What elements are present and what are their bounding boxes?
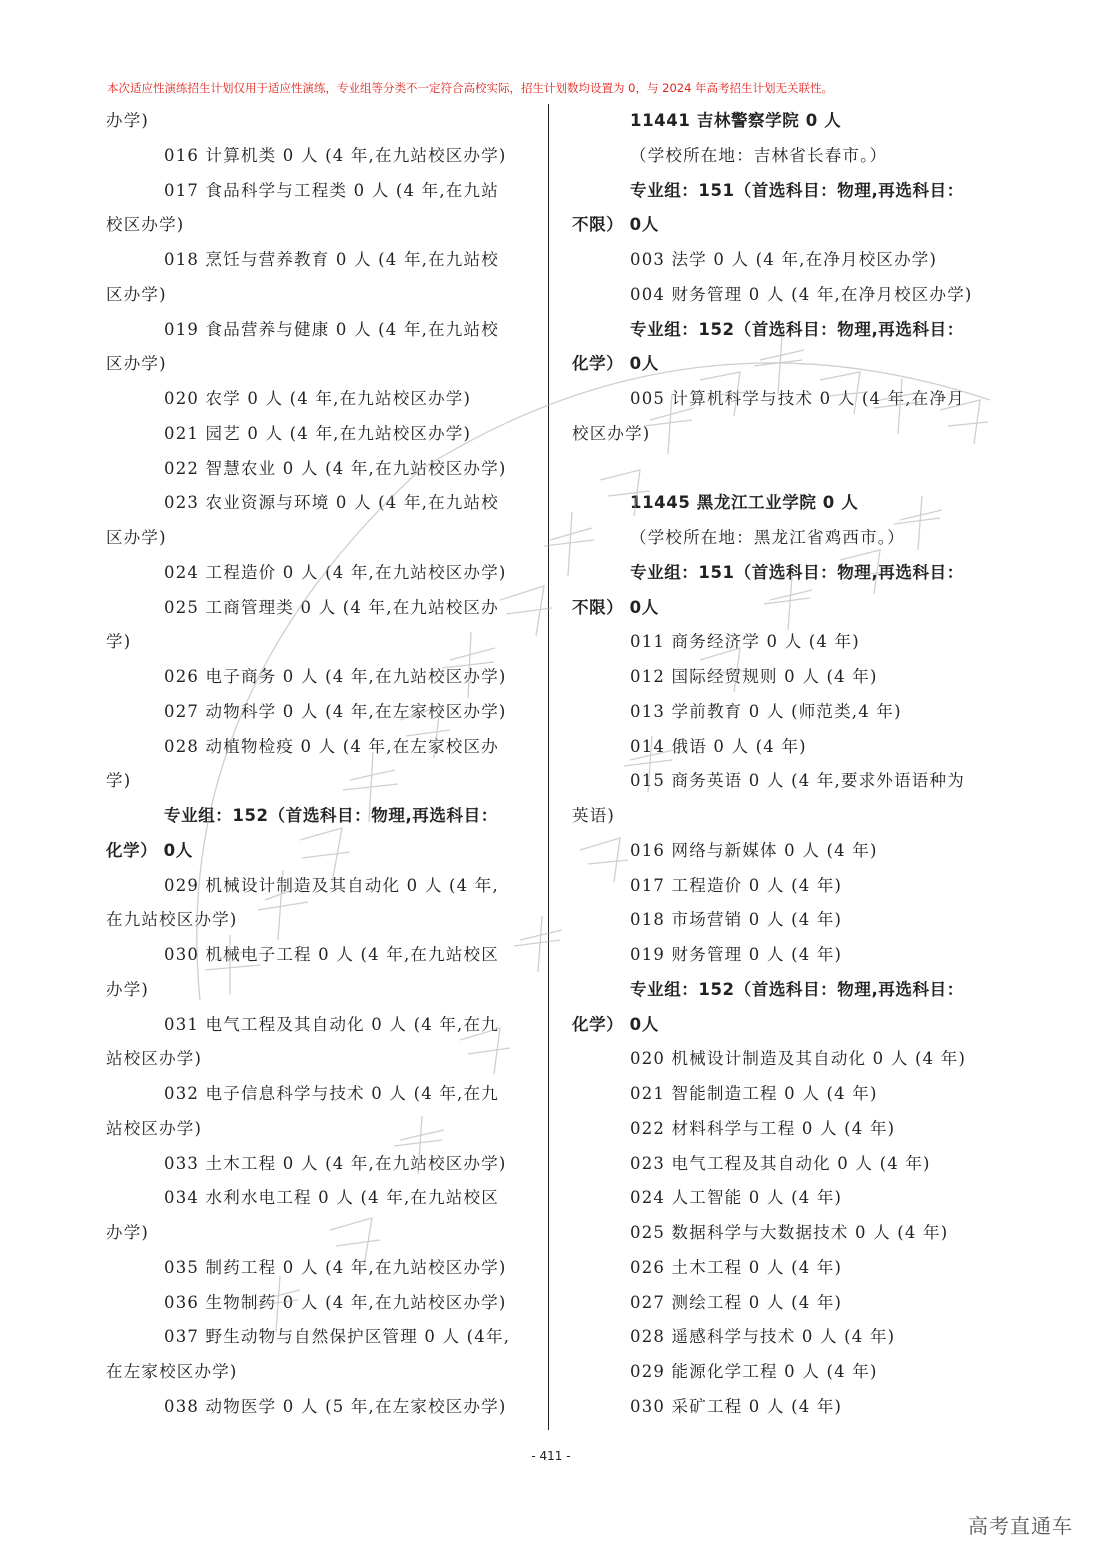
text-line: 031 电气工程及其自动化 0 人 (4 年,在九 — [164, 1014, 499, 1034]
notice-banner: 本次适应性演练招生计划仅用于适应性演练，专业组等分类不一定符合高校实际，招生计划数均设置为 0，与 2024 年高考招生计划无关联性。 — [107, 81, 834, 95]
section-heading: 专业组：152（首选科目：物理,再选科目： — [630, 319, 964, 339]
text-line: 026 土木工程 0 人 (4 年) — [630, 1257, 843, 1277]
text-line: （学校所在地：吉林省长春市。） — [630, 145, 888, 165]
text-line: 030 采矿工程 0 人 (4 年) — [630, 1396, 843, 1416]
section-heading: 不限） 0人 — [572, 597, 659, 617]
text-line: 037 野生动物与自然保护区管理 0 人 (4年, — [164, 1327, 511, 1347]
section-heading: 专业组：151（首选科目：物理,再选科目： — [630, 562, 964, 582]
text-line: 035 制药工程 0 人 (4 年,在九站校区办学) — [164, 1257, 507, 1277]
text-line: 029 能源化学工程 0 人 (4 年) — [630, 1362, 878, 1381]
text-line: 013 学前教育 0 人 (师范类,4 年) — [630, 701, 902, 721]
text-line: 019 财务管理 0 人 (4 年) — [630, 945, 843, 964]
text-line: 025 工商管理类 0 人 (4 年,在九站校区办 — [164, 597, 499, 617]
text-line: 办学) — [106, 1223, 150, 1242]
text-line: 学) — [106, 632, 132, 652]
text-line: 021 园艺 0 人 (4 年,在九站校区办学) — [164, 423, 472, 443]
text-line: 003 法学 0 人 (4 年,在净月校区办学) — [630, 250, 938, 269]
text-line: 校区办学) — [106, 215, 185, 235]
text-line: 038 动物医学 0 人 (5 年,在左家校区办学) — [164, 1396, 507, 1416]
text-line: 016 计算机类 0 人 (4 年,在九站校区办学) — [164, 145, 507, 165]
text-line: 区办学) — [106, 284, 167, 304]
text-line: 030 机械电子工程 0 人 (4 年,在九站校区 — [164, 945, 499, 964]
text-line: 024 人工智能 0 人 (4 年) — [630, 1188, 843, 1208]
text-line: 027 动物科学 0 人 (4 年,在左家校区办学) — [164, 701, 507, 721]
text-line: 站校区办学) — [106, 1118, 203, 1138]
text-line: 办学) — [106, 979, 150, 999]
text-line: 在九站校区办学) — [106, 910, 238, 930]
section-heading: 专业组：152（首选科目：物理,再选科目： — [630, 979, 964, 999]
text-line: 023 电气工程及其自动化 0 人 (4 年) — [630, 1153, 931, 1173]
section-heading: 11441 吉林警察学院 0 人 — [630, 111, 842, 130]
text-line: 站校区办学) — [106, 1049, 203, 1069]
section-heading: 11445 黑龙江工业学院 0 人 — [630, 493, 859, 513]
text-line: 015 商务英语 0 人 (4 年,要求外语语种为 — [630, 771, 965, 791]
text-line: 区办学) — [106, 354, 167, 374]
text-line: 034 水利水电工程 0 人 (4 年,在九站校区 — [164, 1188, 499, 1208]
text-line: 025 数据科学与大数据技术 0 人 (4 年) — [630, 1223, 949, 1242]
text-line: 028 遥感科学与技术 0 人 (4 年) — [630, 1327, 896, 1347]
text-line: 032 电子信息科学与技术 0 人 (4 年,在九 — [164, 1084, 499, 1103]
text-line: 020 机械设计制造及其自动化 0 人 (4 年) — [630, 1049, 967, 1069]
text-line: 033 土木工程 0 人 (4 年,在九站校区办学) — [164, 1153, 507, 1173]
text-line: 005 计算机科学与技术 0 人 (4 年,在净月 — [630, 389, 965, 408]
text-line: 011 商务经济学 0 人 (4 年) — [630, 632, 860, 652]
text-line: 区办学) — [106, 528, 167, 547]
text-line: 012 国际经贸规则 0 人 (4 年) — [630, 667, 878, 686]
section-heading: 化学） 0人 — [106, 840, 193, 860]
section-heading: 化学） 0人 — [572, 354, 659, 374]
text-line: 020 农学 0 人 (4 年,在九站校区办学) — [164, 389, 472, 408]
text-line: 016 网络与新媒体 0 人 (4 年) — [630, 840, 878, 860]
text-line: 029 机械设计制造及其自动化 0 人 (4 年, — [164, 875, 499, 895]
text-line: 023 农业资源与环境 0 人 (4 年,在九站校 — [164, 493, 499, 513]
text-line: 学) — [106, 771, 132, 791]
text-line: 英语) — [572, 806, 616, 825]
section-heading: 不限） 0人 — [572, 215, 659, 235]
text-line: （学校所在地：黑龙江省鸡西市。） — [630, 528, 905, 547]
text-line: 022 材料科学与工程 0 人 (4 年) — [630, 1118, 896, 1138]
text-line: 014 俄语 0 人 (4 年) — [630, 736, 807, 756]
text-line: 022 智慧农业 0 人 (4 年,在九站校区办学) — [164, 458, 507, 478]
section-heading: 专业组：152（首选科目：物理,再选科目： — [164, 806, 498, 825]
text-line: 校区办学) — [572, 423, 651, 443]
text-line: 019 食品营养与健康 0 人 (4 年,在九站校 — [164, 319, 499, 339]
text-line: 017 工程造价 0 人 (4 年) — [630, 875, 843, 895]
text-line: 024 工程造价 0 人 (4 年,在九站校区办学) — [164, 562, 507, 582]
text-line: 027 测绘工程 0 人 (4 年) — [630, 1292, 843, 1312]
text-line: 028 动植物检疫 0 人 (4 年,在左家校区办 — [164, 736, 499, 756]
text-line: 026 电子商务 0 人 (4 年,在九站校区办学) — [164, 667, 507, 686]
page-number: - 411 - — [531, 1449, 571, 1463]
section-heading: 化学） 0人 — [572, 1014, 659, 1034]
text-line: 017 食品科学与工程类 0 人 (4 年,在九站 — [164, 180, 499, 200]
text-line: 021 智能制造工程 0 人 (4 年) — [630, 1084, 878, 1103]
text-line: 018 市场营销 0 人 (4 年) — [630, 910, 843, 930]
text-line: 018 烹饪与营养教育 0 人 (4 年,在九站校 — [164, 250, 499, 269]
text-line: 036 生物制药 0 人 (4 年,在九站校区办学) — [164, 1292, 507, 1312]
section-heading: 专业组：151（首选科目：物理,再选科目： — [630, 180, 964, 200]
text-line: 在左家校区办学) — [106, 1362, 238, 1381]
corner-watermark: 高考直通车 — [968, 1514, 1073, 1538]
text-line: 004 财务管理 0 人 (4 年,在净月校区办学) — [630, 284, 973, 304]
text-line: 办学) — [106, 111, 150, 130]
